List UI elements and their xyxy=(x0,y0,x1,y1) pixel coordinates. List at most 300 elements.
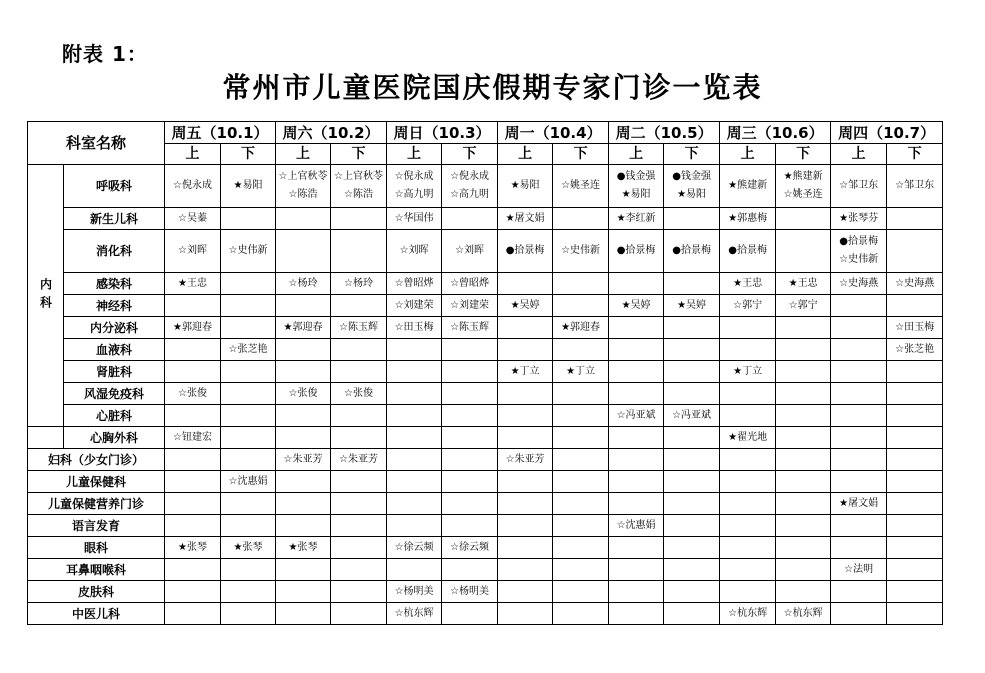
schedule-cell xyxy=(387,603,442,625)
schedule-cell xyxy=(553,317,609,339)
schedule-cell xyxy=(165,471,221,493)
day-header: 周二（10.5） xyxy=(609,122,720,144)
schedule-cell xyxy=(831,559,887,581)
schedule-cell xyxy=(221,405,276,427)
doctor-name: ☆张俊 xyxy=(178,387,207,399)
schedule-cell xyxy=(831,537,887,559)
schedule-cell xyxy=(331,295,387,317)
day-header: 周五（10.1） xyxy=(165,122,276,144)
schedule-cell xyxy=(442,449,498,471)
schedule-cell xyxy=(498,581,553,603)
schedule-cell xyxy=(553,603,609,625)
doctor-name: ☆刘晖 xyxy=(399,245,429,256)
department-name: 眼科 xyxy=(28,537,165,559)
half-day-header-row xyxy=(28,144,943,165)
half-day-header: 上 xyxy=(498,144,553,165)
schedule-cell xyxy=(498,559,553,581)
doctor-name: ☆杨明美 xyxy=(450,585,490,597)
doctor-name: ☆张俊 xyxy=(344,387,374,399)
schedule-cell xyxy=(887,208,943,230)
doctor-name: ★翟光地 xyxy=(728,431,768,443)
table-row xyxy=(28,208,943,230)
doctor-name: ☆陈浩 xyxy=(288,189,318,200)
doctor-name: ☆徐云频 xyxy=(394,541,434,553)
schedule-cell xyxy=(331,427,387,449)
doctor-name: ★王忠 xyxy=(178,277,207,289)
doctor-name: ★丁立 xyxy=(566,365,596,377)
doctor-name: ☆邹卫东 xyxy=(895,180,935,191)
schedule-cell xyxy=(387,537,442,559)
schedule-cell xyxy=(276,317,331,339)
doctor-name: ☆郭宁 xyxy=(733,299,763,311)
schedule-cell xyxy=(664,493,720,515)
schedule-cell xyxy=(664,559,720,581)
schedule-cell xyxy=(498,295,553,317)
schedule-cell xyxy=(276,493,331,515)
schedule-cell xyxy=(776,559,831,581)
table-row xyxy=(28,603,943,625)
doctor-name: ★郭惠梅 xyxy=(728,212,768,224)
schedule-cell xyxy=(498,317,553,339)
schedule-cell xyxy=(553,383,609,405)
half-day-header: 下 xyxy=(664,144,720,165)
doctor-name: ☆高九明 xyxy=(394,189,434,200)
doctor-name: ☆沈惠娟 xyxy=(228,475,268,487)
schedule-cell xyxy=(442,208,498,230)
schedule-cell xyxy=(553,405,609,427)
schedule-cell xyxy=(887,165,943,208)
schedule-cell xyxy=(664,405,720,427)
doctor-name: ☆姚圣连 xyxy=(561,180,601,191)
doctor-name: ☆上官秋苓 xyxy=(334,171,384,182)
schedule-cell xyxy=(609,471,664,493)
schedule-cell xyxy=(165,515,221,537)
schedule-cell xyxy=(553,427,609,449)
schedule-cell xyxy=(609,165,664,208)
department-name: 呼吸科 xyxy=(64,165,165,208)
schedule-cell xyxy=(331,383,387,405)
appendix-note: 附表 1： xyxy=(62,42,148,66)
doctor-name: ☆邹卫东 xyxy=(839,180,879,191)
schedule-cell xyxy=(664,273,720,295)
table-row xyxy=(28,581,943,603)
schedule-cell xyxy=(387,273,442,295)
doctor-name: ★吴婷 xyxy=(510,299,540,311)
schedule-cell xyxy=(221,295,276,317)
doctor-name: ●拾景梅 xyxy=(728,245,767,256)
doctor-name: ●拾景梅 xyxy=(616,245,656,256)
schedule-cell xyxy=(664,537,720,559)
schedule-cell xyxy=(331,208,387,230)
doctor-name: ●拾景梅 xyxy=(672,245,711,256)
schedule-cell xyxy=(831,383,887,405)
doctor-name: ★郭迎春 xyxy=(561,321,601,333)
doctor-name: ☆华国伟 xyxy=(394,212,434,224)
schedule-cell xyxy=(442,471,498,493)
schedule-cell xyxy=(331,537,387,559)
schedule-cell xyxy=(498,603,553,625)
schedule-cell xyxy=(276,603,331,625)
half-day-header: 上 xyxy=(609,144,664,165)
schedule-cell xyxy=(442,165,498,208)
schedule-cell xyxy=(331,559,387,581)
table-row xyxy=(28,339,943,361)
doctor-name: ☆田玉梅 xyxy=(895,321,935,333)
schedule-cell xyxy=(387,581,442,603)
doctor-name: ☆朱亚芳 xyxy=(505,453,545,465)
doctor-name: ☆郭宁 xyxy=(788,299,818,311)
schedule-cell xyxy=(720,603,776,625)
schedule-cell xyxy=(776,515,831,537)
page-title: 常州市儿童医院国庆假期专家门诊一览表 xyxy=(222,71,763,104)
schedule-cell xyxy=(331,471,387,493)
schedule-cell xyxy=(831,493,887,515)
doctor-name: ☆沈惠娟 xyxy=(616,519,656,531)
schedule-cell xyxy=(221,603,276,625)
doctor-name: ☆倪永成 xyxy=(450,171,490,182)
schedule-cell xyxy=(276,449,331,471)
doctor-name: ☆冯亚斌 xyxy=(616,409,656,421)
doctor-name: ☆曾昭烨 xyxy=(394,277,434,289)
doctor-name: ☆刘晖 xyxy=(178,245,207,256)
doctor-name: ☆倪永成 xyxy=(173,180,212,191)
schedule-cell xyxy=(664,383,720,405)
half-day-header: 下 xyxy=(887,144,943,165)
schedule-cell xyxy=(553,208,609,230)
schedule-cell xyxy=(387,339,442,361)
schedule-cell xyxy=(331,165,387,208)
doctor-name: ☆张芝艳 xyxy=(228,343,268,355)
doctor-name: ☆张芝艳 xyxy=(895,343,935,355)
half-day-header: 上 xyxy=(720,144,776,165)
schedule-cell xyxy=(831,295,887,317)
schedule-cell xyxy=(553,361,609,383)
schedule-cell xyxy=(221,361,276,383)
schedule-cell xyxy=(553,471,609,493)
dept-name-header: 科室名称 xyxy=(28,122,165,165)
doctor-name: ☆冯亚斌 xyxy=(672,409,712,421)
schedule-cell xyxy=(442,317,498,339)
schedule-cell xyxy=(776,383,831,405)
schedule-cell xyxy=(276,405,331,427)
doctor-name: ☆刘建荣 xyxy=(394,299,434,311)
doctor-name: ★张琴 xyxy=(178,541,207,553)
schedule-cell xyxy=(609,515,664,537)
schedule-cell xyxy=(498,405,553,427)
schedule-cell xyxy=(887,559,943,581)
schedule-cell xyxy=(887,581,943,603)
schedule-cell xyxy=(221,383,276,405)
schedule-cell xyxy=(498,449,553,471)
schedule-cell xyxy=(442,515,498,537)
doctor-name: ☆刘建荣 xyxy=(450,299,490,311)
doctor-name: ☆陈玉辉 xyxy=(450,321,490,333)
schedule-cell xyxy=(331,317,387,339)
schedule-cell xyxy=(276,537,331,559)
schedule-cell xyxy=(442,383,498,405)
schedule-cell xyxy=(553,339,609,361)
schedule-cell xyxy=(776,230,831,273)
schedule-cell xyxy=(498,383,553,405)
schedule-cell xyxy=(387,427,442,449)
schedule-cell xyxy=(331,449,387,471)
schedule-cell xyxy=(498,471,553,493)
doctor-name: ☆法明 xyxy=(844,563,874,575)
table-row xyxy=(28,273,943,295)
schedule-cell xyxy=(609,537,664,559)
schedule-cell xyxy=(609,449,664,471)
schedule-cell xyxy=(165,383,221,405)
schedule-cell xyxy=(776,165,831,208)
schedule-cell xyxy=(331,230,387,273)
schedule-cell xyxy=(165,295,221,317)
schedule-cell xyxy=(720,515,776,537)
doctor-name: ☆朱亚芳 xyxy=(283,453,323,465)
schedule-cell xyxy=(887,405,943,427)
schedule-cell xyxy=(276,515,331,537)
schedule-cell xyxy=(387,493,442,515)
schedule-cell xyxy=(221,581,276,603)
schedule-cell xyxy=(331,515,387,537)
doctor-name: ★吴婷 xyxy=(621,299,651,311)
schedule-cell xyxy=(609,603,664,625)
schedule-cell xyxy=(165,273,221,295)
table-row xyxy=(28,493,943,515)
schedule-cell xyxy=(664,471,720,493)
schedule-cell xyxy=(609,317,664,339)
department-name: 肾脏科 xyxy=(64,361,165,383)
schedule-cell xyxy=(720,449,776,471)
schedule-cell xyxy=(165,537,221,559)
schedule-cell xyxy=(553,295,609,317)
schedule-cell xyxy=(387,471,442,493)
schedule-cell xyxy=(831,317,887,339)
doctor-name: ☆张俊 xyxy=(288,387,318,399)
department-name: 感染科 xyxy=(64,273,165,295)
schedule-cell xyxy=(165,230,221,273)
schedule-cell xyxy=(221,165,276,208)
doctor-name: ☆杭东辉 xyxy=(394,607,434,619)
doctor-name: ☆吴蓁 xyxy=(178,212,207,224)
schedule-cell xyxy=(221,515,276,537)
doctor-name: ★郭迎春 xyxy=(173,321,212,333)
schedule-cell xyxy=(720,317,776,339)
schedule-cell xyxy=(776,471,831,493)
table-row xyxy=(28,295,943,317)
schedule-cell xyxy=(776,339,831,361)
department-name: 儿童保健营养门诊 xyxy=(28,493,165,515)
schedule-cell xyxy=(276,230,331,273)
schedule-cell xyxy=(609,581,664,603)
category-internal-medicine: 内科 xyxy=(28,165,64,427)
schedule-cell xyxy=(720,493,776,515)
schedule-cell xyxy=(442,493,498,515)
schedule-cell xyxy=(831,361,887,383)
half-day-header: 下 xyxy=(553,144,609,165)
schedule-cell xyxy=(498,208,553,230)
schedule-cell xyxy=(887,449,943,471)
schedule-cell xyxy=(720,581,776,603)
doctor-name: ☆刘晖 xyxy=(455,245,485,256)
schedule-cell xyxy=(776,427,831,449)
doctor-name: ☆倪永成 xyxy=(394,171,434,182)
schedule-cell xyxy=(831,230,887,273)
department-name: 心脏科 xyxy=(64,405,165,427)
schedule-cell xyxy=(387,208,442,230)
schedule-cell xyxy=(553,581,609,603)
doctor-name: ☆杨玲 xyxy=(288,277,318,289)
department-name: 耳鼻咽喉科 xyxy=(28,559,165,581)
doctor-name: ☆陈玉辉 xyxy=(339,321,379,333)
department-name: 皮肤科 xyxy=(28,581,165,603)
schedule-cell xyxy=(331,405,387,427)
schedule-cell xyxy=(831,405,887,427)
schedule-cell xyxy=(720,405,776,427)
schedule-cell xyxy=(887,317,943,339)
schedule-cell xyxy=(221,230,276,273)
schedule-cell xyxy=(776,537,831,559)
schedule-cell xyxy=(221,339,276,361)
doctor-name: ★熊建新 xyxy=(728,180,768,191)
doctor-name: ★易阳 xyxy=(621,189,651,200)
schedule-cell xyxy=(664,515,720,537)
half-day-header: 上 xyxy=(165,144,221,165)
schedule-cell xyxy=(442,405,498,427)
schedule-cell xyxy=(776,273,831,295)
schedule-cell xyxy=(887,230,943,273)
schedule-cell xyxy=(498,515,553,537)
doctor-name: ☆田玉梅 xyxy=(394,321,434,333)
schedule-cell xyxy=(498,493,553,515)
schedule-cell xyxy=(553,559,609,581)
schedule-cell xyxy=(776,603,831,625)
schedule-cell xyxy=(498,339,553,361)
doctor-name: ☆高九明 xyxy=(450,189,490,200)
doctor-name: ☆曾昭烨 xyxy=(450,277,490,289)
schedule-cell xyxy=(609,493,664,515)
schedule-cell xyxy=(331,361,387,383)
day-header: 周六（10.2） xyxy=(276,122,387,144)
schedule-cell xyxy=(221,208,276,230)
doctor-name: ★屠文娟 xyxy=(839,497,879,509)
schedule-cell xyxy=(165,581,221,603)
schedule-cell xyxy=(331,493,387,515)
schedule-cell xyxy=(887,515,943,537)
schedule-cell xyxy=(442,559,498,581)
schedule-cell xyxy=(276,427,331,449)
schedule-cell xyxy=(609,383,664,405)
doctor-name: ☆姚圣连 xyxy=(783,189,823,200)
schedule-cell xyxy=(276,361,331,383)
schedule-cell xyxy=(720,339,776,361)
department-name: 儿童保健科 xyxy=(28,471,165,493)
schedule-cell xyxy=(664,449,720,471)
schedule-cell xyxy=(831,339,887,361)
doctor-name: ★易阳 xyxy=(233,180,263,191)
schedule-cell xyxy=(498,165,553,208)
doctor-name: ★张琴 xyxy=(288,541,318,553)
schedule-cell xyxy=(664,581,720,603)
department-name: 内分泌科 xyxy=(64,317,165,339)
schedule-cell xyxy=(387,383,442,405)
schedule-cell xyxy=(331,581,387,603)
department-name: 语言发育 xyxy=(28,515,165,537)
schedule-cell xyxy=(887,537,943,559)
doctor-name: ☆史伟新 xyxy=(561,245,601,256)
doctor-name: ●钱金强 xyxy=(672,171,711,182)
schedule-cell xyxy=(387,165,442,208)
schedule-cell xyxy=(442,273,498,295)
schedule-cell xyxy=(221,427,276,449)
schedule-cell xyxy=(442,581,498,603)
doctor-name: ●钱金强 xyxy=(616,171,656,182)
schedule-cell xyxy=(276,339,331,361)
table-row xyxy=(28,537,943,559)
schedule-cell xyxy=(609,230,664,273)
table-row xyxy=(28,427,943,449)
doctor-name: ★郭迎春 xyxy=(283,321,323,333)
schedule-cell xyxy=(831,427,887,449)
schedule-cell xyxy=(498,230,553,273)
schedule-cell xyxy=(221,273,276,295)
schedule-cell xyxy=(221,471,276,493)
doctor-name: ★易阳 xyxy=(677,189,707,200)
doctor-name: ★丁立 xyxy=(733,365,763,377)
table-row xyxy=(28,165,943,208)
schedule-cell xyxy=(887,339,943,361)
schedule-cell xyxy=(276,208,331,230)
schedule-cell xyxy=(442,295,498,317)
day-header: 周四（10.7） xyxy=(831,122,943,144)
day-header: 周一（10.4） xyxy=(498,122,609,144)
schedule-cell xyxy=(165,427,221,449)
schedule-cell xyxy=(720,537,776,559)
department-name: 中医儿科 xyxy=(28,603,165,625)
schedule-cell xyxy=(387,230,442,273)
schedule-cell xyxy=(387,515,442,537)
schedule-cell xyxy=(442,230,498,273)
schedule-cell xyxy=(276,273,331,295)
schedule-cell xyxy=(776,493,831,515)
table-row xyxy=(28,383,943,405)
schedule-cell xyxy=(776,405,831,427)
schedule-cell xyxy=(387,449,442,471)
schedule-cell xyxy=(720,230,776,273)
schedule-cell xyxy=(553,165,609,208)
schedule-cell xyxy=(887,295,943,317)
doctor-name: ☆钮建宏 xyxy=(173,431,212,443)
doctor-name: ☆杭东辉 xyxy=(728,607,768,619)
table-row xyxy=(28,317,943,339)
schedule-cell xyxy=(553,273,609,295)
table-header-row xyxy=(28,122,943,144)
category-blank-cell xyxy=(28,427,64,449)
schedule-cell xyxy=(720,208,776,230)
schedule-cell xyxy=(221,559,276,581)
schedule-cell xyxy=(887,603,943,625)
half-day-header: 上 xyxy=(387,144,442,165)
day-header: 周三（10.6） xyxy=(720,122,831,144)
schedule-cell xyxy=(221,537,276,559)
doctor-name: ★丁立 xyxy=(510,365,540,377)
doctor-name: ☆史伟新 xyxy=(839,254,879,265)
doctor-name: ☆上官秋苓 xyxy=(278,171,328,182)
schedule-cell xyxy=(776,581,831,603)
schedule-cell xyxy=(776,361,831,383)
schedule-cell xyxy=(387,361,442,383)
schedule-cell xyxy=(553,230,609,273)
schedule-cell xyxy=(831,273,887,295)
